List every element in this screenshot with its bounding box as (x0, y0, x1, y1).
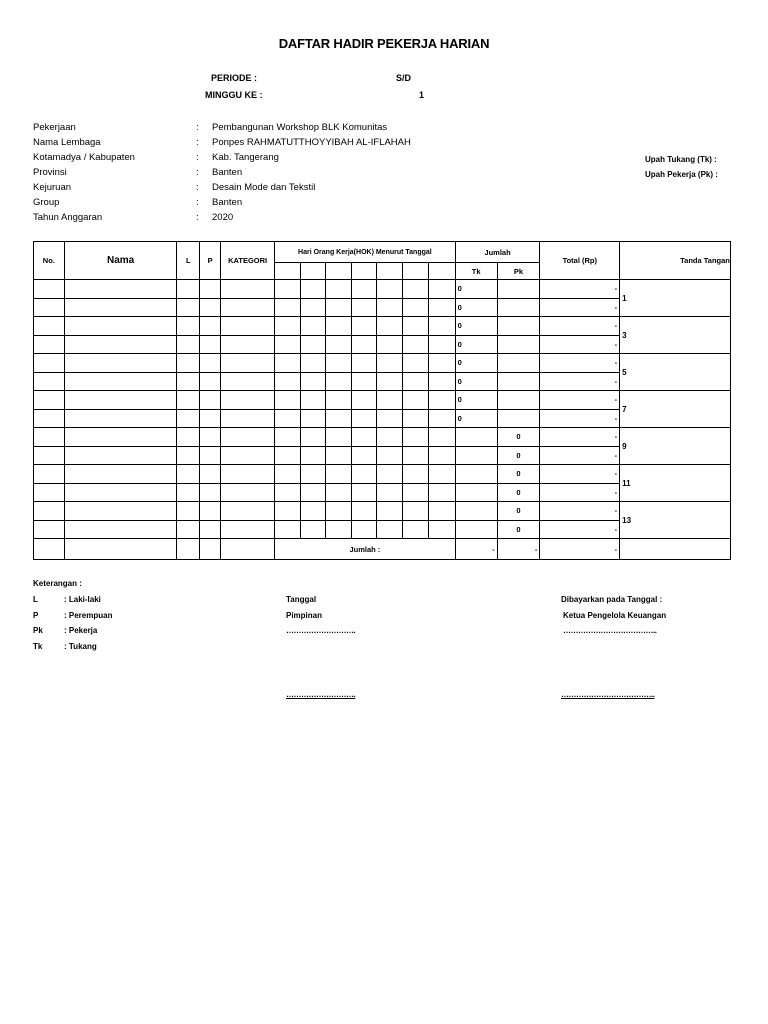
cell-no (34, 520, 65, 539)
cell-hok-day (377, 446, 403, 465)
cell-hok-day (351, 502, 377, 521)
cell-total: - (540, 520, 620, 539)
cell-hok-day (402, 354, 429, 373)
cell-hok-day (402, 317, 429, 336)
header-pk: Pk (497, 263, 540, 280)
legend-code: Pk (33, 626, 43, 635)
cell-no (34, 428, 65, 447)
cell-hok-day (275, 446, 301, 465)
cell-signature-number: 13 (620, 502, 731, 539)
header-total: Total (Rp) (540, 242, 620, 280)
cell-total: - (540, 354, 620, 373)
info-colon: : (196, 197, 199, 208)
cell-l (177, 465, 200, 484)
cell-no (34, 335, 65, 354)
cell-jumlah-tk: 0 (455, 317, 497, 336)
cell-hok-day (377, 335, 403, 354)
cell-hok-day (429, 317, 456, 336)
hok-day-3 (326, 263, 352, 280)
cell-hok-day (300, 335, 326, 354)
cell-hok-day (300, 354, 326, 373)
cell-p (200, 298, 221, 317)
cell-hok-day (402, 409, 429, 428)
cell-nama (64, 372, 177, 391)
cell-no (34, 317, 65, 336)
cell-hok-day (402, 372, 429, 391)
cell-hok-day (326, 335, 352, 354)
cell-hok-day (429, 520, 456, 539)
cell-jumlah-tk (455, 465, 497, 484)
footer-jumlah-pk: - (497, 539, 540, 560)
cell-nama (64, 428, 177, 447)
cell-hok-day (402, 298, 429, 317)
cell-jumlah-tk (455, 428, 497, 447)
cell-hok-day (429, 409, 456, 428)
cell-nama (64, 520, 177, 539)
cell-total: - (540, 298, 620, 317)
cell-l (177, 391, 200, 410)
document-title: DAFTAR HADIR PEKERJA HARIAN (278, 36, 490, 51)
footer-no (34, 539, 65, 560)
cell-hok-day (351, 391, 377, 410)
cell-hok-day (377, 483, 403, 502)
cell-total: - (540, 391, 620, 410)
cell-jumlah-tk: 0 (455, 298, 497, 317)
cell-no (34, 391, 65, 410)
cell-jumlah-pk: 0 (497, 465, 540, 484)
legend-code: P (33, 610, 39, 620)
cell-hok-day (326, 502, 352, 521)
cell-hok-day (402, 428, 429, 447)
info-value: Pembangunan Workshop BLK Komunitas (212, 122, 388, 133)
info-colon: : (196, 137, 199, 148)
table-row (34, 465, 731, 484)
cell-kategori (221, 298, 275, 317)
cell-hok-day (429, 372, 456, 391)
hok-day-1 (275, 263, 301, 280)
cell-hok-day (326, 391, 352, 410)
cell-jumlah-pk (497, 335, 540, 354)
cell-hok-day (402, 280, 429, 299)
cell-l (177, 502, 200, 521)
header-l: L (177, 242, 200, 280)
info-value: Desain Mode dan Tekstil (212, 182, 316, 193)
cell-jumlah-pk (497, 298, 540, 317)
cell-hok-day (300, 483, 326, 502)
cell-hok-day (275, 317, 301, 336)
cell-hok-day (300, 465, 326, 484)
cell-hok-day (300, 317, 326, 336)
cell-jumlah-pk: 0 (497, 502, 540, 521)
cell-jumlah-tk: 0 (455, 391, 497, 410)
cell-hok-day (429, 391, 456, 410)
cell-hok-day (377, 391, 403, 410)
cell-l (177, 317, 200, 336)
cell-hok-day (377, 317, 403, 336)
cell-p (200, 317, 221, 336)
cell-nama (64, 298, 177, 317)
keterangan-title: Keterangan : (33, 579, 82, 588)
ketua-label: Ketua Pengelola Keuangan (563, 611, 667, 620)
header-no: No. (34, 242, 65, 280)
cell-hok-day (300, 446, 326, 465)
cell-total: - (540, 502, 620, 521)
cell-nama (64, 502, 177, 521)
cell-jumlah-tk: 0 (455, 372, 497, 391)
footer-l (177, 539, 200, 560)
hok-day-5 (377, 263, 403, 280)
cell-hok-day (377, 428, 403, 447)
header-hok: Hari Orang Kerja(HOK) Menurut Tanggal (275, 242, 456, 263)
cell-hok-day (402, 502, 429, 521)
cell-hok-day (326, 317, 352, 336)
cell-hok-day (300, 502, 326, 521)
cell-kategori (221, 280, 275, 299)
cell-l (177, 483, 200, 502)
cell-hok-day (351, 354, 377, 373)
cell-no (34, 372, 65, 391)
cell-hok-day (377, 520, 403, 539)
cell-hok-day (429, 280, 456, 299)
cell-hok-day (402, 335, 429, 354)
info-label: Kejuruan (33, 182, 72, 193)
cell-hok-day (377, 502, 403, 521)
cell-hok-day (275, 483, 301, 502)
info-value: Ponpes RAHMATUTTHOYYIBAH AL-IFLAHAH (212, 137, 411, 148)
legend-description: : Laki-laki (64, 595, 101, 604)
cell-hok-day (275, 298, 301, 317)
info-colon: : (196, 182, 199, 193)
cell-kategori (221, 520, 275, 539)
cell-l (177, 520, 200, 539)
legend-description: : Perempuan (64, 610, 113, 620)
info-label: Nama Lembaga (33, 137, 101, 148)
footer-jumlah-tk: - (455, 539, 497, 560)
pimpinan-dots: ………………………. (286, 626, 356, 635)
cell-hok-day (402, 446, 429, 465)
cell-jumlah-pk: 0 (497, 483, 540, 502)
cell-l (177, 354, 200, 373)
pimpinan-signature-line: ………………………. (286, 690, 356, 699)
cell-hok-day (300, 391, 326, 410)
cell-hok-day (300, 409, 326, 428)
cell-nama (64, 280, 177, 299)
cell-nama (64, 335, 177, 354)
cell-p (200, 409, 221, 428)
cell-l (177, 372, 200, 391)
cell-l (177, 446, 200, 465)
hok-day-7 (429, 263, 456, 280)
cell-kategori (221, 317, 275, 336)
cell-no (34, 280, 65, 299)
cell-hok-day (351, 428, 377, 447)
cell-hok-day (275, 409, 301, 428)
cell-no (34, 446, 65, 465)
cell-p (200, 446, 221, 465)
ketua-signature-line: ……………………………….. (561, 690, 655, 699)
cell-hok-day (300, 520, 326, 539)
cell-jumlah-pk (497, 317, 540, 336)
upah-pekerja-label: Upah Pekerja (Pk) : (645, 170, 718, 179)
footer-p (200, 539, 221, 560)
sd-label: S/D (396, 73, 412, 83)
cell-hok-day (351, 483, 377, 502)
cell-hok-day (429, 446, 456, 465)
pimpinan-label: Pimpinan (286, 611, 323, 620)
cell-hok-day (402, 391, 429, 410)
cell-l (177, 428, 200, 447)
cell-hok-day (377, 354, 403, 373)
cell-no (34, 409, 65, 428)
header-tk: Tk (455, 263, 497, 280)
cell-hok-day (351, 520, 377, 539)
attendance-table (33, 241, 731, 560)
hok-day-6 (402, 263, 429, 280)
cell-nama (64, 317, 177, 336)
footer-nama (64, 539, 177, 560)
cell-hok-day (402, 483, 429, 502)
cell-p (200, 428, 221, 447)
cell-p (200, 372, 221, 391)
cell-jumlah-tk: 0 (455, 280, 497, 299)
hok-day-4 (351, 263, 377, 280)
cell-l (177, 280, 200, 299)
table-row (34, 502, 731, 521)
footer-kategori (221, 539, 275, 560)
cell-hok-day (275, 520, 301, 539)
cell-jumlah-pk: 0 (497, 446, 540, 465)
info-value: Banten (212, 197, 243, 208)
cell-jumlah-tk (455, 483, 497, 502)
tanggal-label: Tanggal (286, 595, 317, 604)
cell-hok-day (326, 520, 352, 539)
cell-nama (64, 465, 177, 484)
legend-description: : Tukang (64, 641, 97, 651)
cell-hok-day (275, 428, 301, 447)
cell-hok-day (429, 465, 456, 484)
cell-l (177, 298, 200, 317)
dibayarkan-label: Dibayarkan pada Tanggal : (561, 595, 663, 604)
cell-hok-day (351, 446, 377, 465)
cell-hok-day (326, 298, 352, 317)
header-p: P (200, 242, 221, 280)
cell-hok-day (275, 354, 301, 373)
hok-day-2 (300, 263, 326, 280)
cell-p (200, 502, 221, 521)
cell-kategori (221, 391, 275, 410)
cell-hok-day (275, 335, 301, 354)
cell-nama (64, 409, 177, 428)
cell-hok-day (275, 372, 301, 391)
cell-hok-day (351, 280, 377, 299)
cell-hok-day (351, 335, 377, 354)
header-tanda: Tanda Tangan (620, 242, 731, 280)
cell-hok-day (429, 335, 456, 354)
cell-hok-day (300, 428, 326, 447)
cell-hok-day (429, 502, 456, 521)
cell-jumlah-tk: 0 (455, 354, 497, 373)
cell-hok-day (275, 391, 301, 410)
cell-jumlah-pk (497, 372, 540, 391)
cell-hok-day (429, 483, 456, 502)
cell-hok-day (326, 465, 352, 484)
cell-total: - (540, 483, 620, 502)
cell-hok-day (300, 372, 326, 391)
periode-label: PERIODE : (211, 73, 258, 83)
cell-kategori (221, 372, 275, 391)
cell-hok-day (402, 465, 429, 484)
cell-kategori (221, 335, 275, 354)
cell-jumlah-tk: 0 (455, 335, 497, 354)
footer-total: - (540, 539, 620, 560)
cell-total: - (540, 465, 620, 484)
cell-p (200, 354, 221, 373)
cell-signature-number: 7 (620, 391, 731, 428)
cell-signature-number: 5 (620, 354, 731, 391)
cell-nama (64, 483, 177, 502)
cell-no (34, 298, 65, 317)
legend-code: L (33, 595, 38, 604)
cell-l (177, 409, 200, 428)
cell-p (200, 483, 221, 502)
cell-nama (64, 354, 177, 373)
cell-jumlah-tk: 0 (455, 409, 497, 428)
cell-total: - (540, 446, 620, 465)
info-colon: : (196, 212, 199, 223)
cell-jumlah-pk (497, 280, 540, 299)
cell-hok-day (429, 354, 456, 373)
cell-jumlah-pk (497, 409, 540, 428)
cell-hok-day (351, 465, 377, 484)
ketua-dots: ……………………………….. (563, 626, 657, 635)
cell-p (200, 335, 221, 354)
cell-jumlah-pk (497, 391, 540, 410)
cell-kategori (221, 502, 275, 521)
info-label: Tahun Anggaran (33, 212, 103, 223)
cell-hok-day (275, 502, 301, 521)
cell-hok-day (275, 465, 301, 484)
minggu-value: 1 (419, 90, 425, 100)
cell-no (34, 354, 65, 373)
info-label: Group (33, 197, 60, 208)
info-colon: : (196, 122, 199, 133)
info-value: Kab. Tangerang (212, 152, 279, 163)
cell-hok-day (351, 409, 377, 428)
cell-hok-day (300, 298, 326, 317)
cell-signature-number: 3 (620, 317, 731, 354)
cell-hok-day (300, 280, 326, 299)
cell-jumlah-tk (455, 502, 497, 521)
info-colon: : (196, 167, 199, 178)
cell-hok-day (377, 298, 403, 317)
cell-signature-number: 9 (620, 428, 731, 465)
cell-total: - (540, 372, 620, 391)
cell-hok-day (377, 465, 403, 484)
cell-hok-day (326, 280, 352, 299)
cell-hok-day (275, 280, 301, 299)
cell-total: - (540, 409, 620, 428)
footer-jumlah-label: Jumlah : (275, 539, 456, 560)
cell-total: - (540, 335, 620, 354)
info-value: 2020 (212, 212, 234, 223)
header-nama: Nama (64, 242, 177, 280)
header-jumlah: Jumlah (455, 242, 540, 263)
cell-hok-day (326, 409, 352, 428)
cell-p (200, 280, 221, 299)
cell-hok-day (351, 372, 377, 391)
cell-hok-day (429, 428, 456, 447)
cell-hok-day (326, 428, 352, 447)
cell-jumlah-tk (455, 446, 497, 465)
table-row (34, 317, 731, 336)
cell-hok-day (326, 446, 352, 465)
cell-nama (64, 391, 177, 410)
cell-hok-day (326, 354, 352, 373)
cell-kategori (221, 354, 275, 373)
info-label: Provinsi (33, 167, 67, 178)
cell-hok-day (351, 298, 377, 317)
cell-total: - (540, 280, 620, 299)
header-kategori: KATEGORI (221, 242, 275, 280)
minggu-label: MINGGU KE : (205, 90, 263, 100)
cell-hok-day (429, 298, 456, 317)
cell-hok-day (351, 317, 377, 336)
cell-signature-number: 1 (620, 280, 731, 317)
cell-no (34, 465, 65, 484)
cell-p (200, 391, 221, 410)
cell-hok-day (377, 409, 403, 428)
info-label: Kotamadya / Kabupaten (33, 152, 135, 163)
cell-signature-number: 11 (620, 465, 731, 502)
cell-kategori (221, 446, 275, 465)
cell-total: - (540, 428, 620, 447)
cell-hok-day (402, 520, 429, 539)
cell-kategori (221, 428, 275, 447)
legend-description: : Pekerja (64, 626, 98, 635)
cell-p (200, 520, 221, 539)
cell-jumlah-tk (455, 520, 497, 539)
cell-no (34, 502, 65, 521)
info-colon: : (196, 152, 199, 163)
cell-kategori (221, 483, 275, 502)
cell-p (200, 465, 221, 484)
cell-hok-day (326, 372, 352, 391)
cell-l (177, 335, 200, 354)
cell-hok-day (326, 483, 352, 502)
footer-tanda (620, 539, 731, 560)
legend-code: Tk (33, 641, 43, 651)
table-row (34, 354, 731, 373)
info-label: Pekerjaan (33, 122, 76, 133)
table-row (34, 428, 731, 447)
cell-kategori (221, 465, 275, 484)
cell-jumlah-pk: 0 (497, 428, 540, 447)
cell-nama (64, 446, 177, 465)
cell-no (34, 483, 65, 502)
cell-jumlah-pk (497, 354, 540, 373)
cell-total: - (540, 317, 620, 336)
upah-tukang-label: Upah Tukang (Tk) : (645, 155, 717, 164)
cell-hok-day (377, 372, 403, 391)
cell-jumlah-pk: 0 (497, 520, 540, 539)
cell-hok-day (377, 280, 403, 299)
info-value: Banten (212, 167, 243, 178)
table-row (34, 280, 731, 299)
cell-kategori (221, 409, 275, 428)
table-row (34, 391, 731, 410)
